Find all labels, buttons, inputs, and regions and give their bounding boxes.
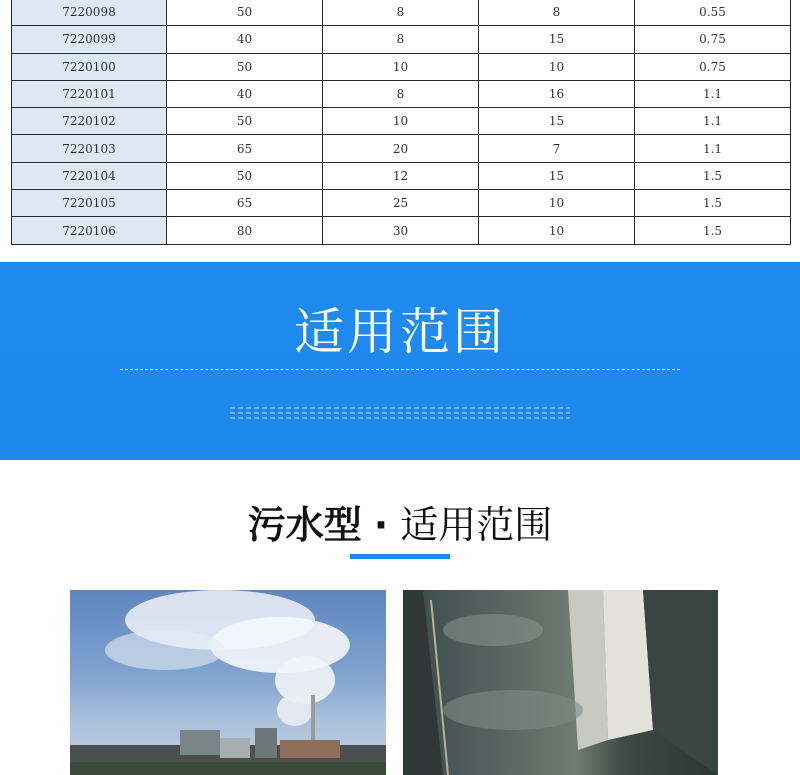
spec-cell: 10 [479, 217, 635, 244]
banner-divider [120, 369, 680, 370]
sewer-photo [403, 590, 718, 775]
spec-cell: 65 [167, 190, 323, 217]
model-cell: 7220105 [12, 190, 167, 217]
spec-cell: 1.1 [635, 108, 791, 135]
factory-photo [70, 590, 386, 775]
spec-cell: 50 [167, 162, 323, 189]
spec-cell: 8 [479, 0, 635, 26]
spec-cell: 50 [167, 108, 323, 135]
table-row [12, 162, 791, 189]
spec-cell: 10 [479, 53, 635, 80]
spec-cell: 80 [167, 217, 323, 244]
spec-cell: 7 [479, 135, 635, 162]
spec-cell: 1.5 [635, 190, 791, 217]
model-cell: 7220104 [12, 162, 167, 189]
spec-cell: 1.5 [635, 217, 791, 244]
spec-cell: 1.1 [635, 135, 791, 162]
spec-cell: 1.5 [635, 162, 791, 189]
table-row [12, 217, 791, 244]
spec-cell: 0.55 [635, 0, 791, 26]
model-cell: 7220098 [12, 0, 167, 26]
sewer-channel-illustration [403, 590, 718, 775]
model-cell: 7220100 [12, 53, 167, 80]
spec-cell: 8 [323, 80, 479, 107]
banner-title: 适用范围 [294, 303, 506, 361]
spec-cell: 10 [323, 53, 479, 80]
spec-cell: 20 [323, 135, 479, 162]
section-title-type: 污水型 [247, 503, 362, 547]
spec-cell: 1.1 [635, 80, 791, 107]
model-cell: 7220102 [12, 108, 167, 135]
section-title [0, 494, 800, 549]
scope-banner [0, 262, 800, 460]
spec-table-body [12, 0, 791, 244]
section-title-separator: · [373, 503, 389, 547]
model-cell: 7220101 [12, 80, 167, 107]
spec-cell: 30 [323, 217, 479, 244]
spec-cell: 40 [167, 26, 323, 53]
table-row [12, 53, 791, 80]
model-cell: 7220106 [12, 217, 167, 244]
table-row [12, 190, 791, 217]
spec-cell: 50 [167, 53, 323, 80]
section-title-scope: 适用范围 [400, 503, 553, 547]
spec-cell: 40 [167, 80, 323, 107]
table-row [12, 108, 791, 135]
model-cell: 7220099 [12, 26, 167, 53]
spec-cell: 10 [323, 108, 479, 135]
spec-cell: 50 [167, 0, 323, 26]
spec-cell: 15 [479, 108, 635, 135]
spec-cell: 25 [323, 190, 479, 217]
factory-smoke-illustration [70, 590, 386, 775]
spec-cell: 10 [479, 190, 635, 217]
table-row [12, 135, 791, 162]
spec-cell: 0.75 [635, 26, 791, 53]
spec-cell: 12 [323, 162, 479, 189]
table-row [12, 0, 791, 26]
spec-cell: 0.75 [635, 53, 791, 80]
section-title-underline [350, 554, 450, 559]
spec-cell: 15 [479, 26, 635, 53]
table-row [12, 80, 791, 107]
table-row [12, 26, 791, 53]
spec-cell: 8 [323, 26, 479, 53]
spec-cell: 16 [479, 80, 635, 107]
spec-cell: 8 [323, 0, 479, 26]
spec-cell: 65 [167, 135, 323, 162]
banner-decorative-text [230, 404, 570, 430]
model-cell: 7220103 [12, 135, 167, 162]
spec-table [11, 0, 791, 245]
spec-cell: 15 [479, 162, 635, 189]
